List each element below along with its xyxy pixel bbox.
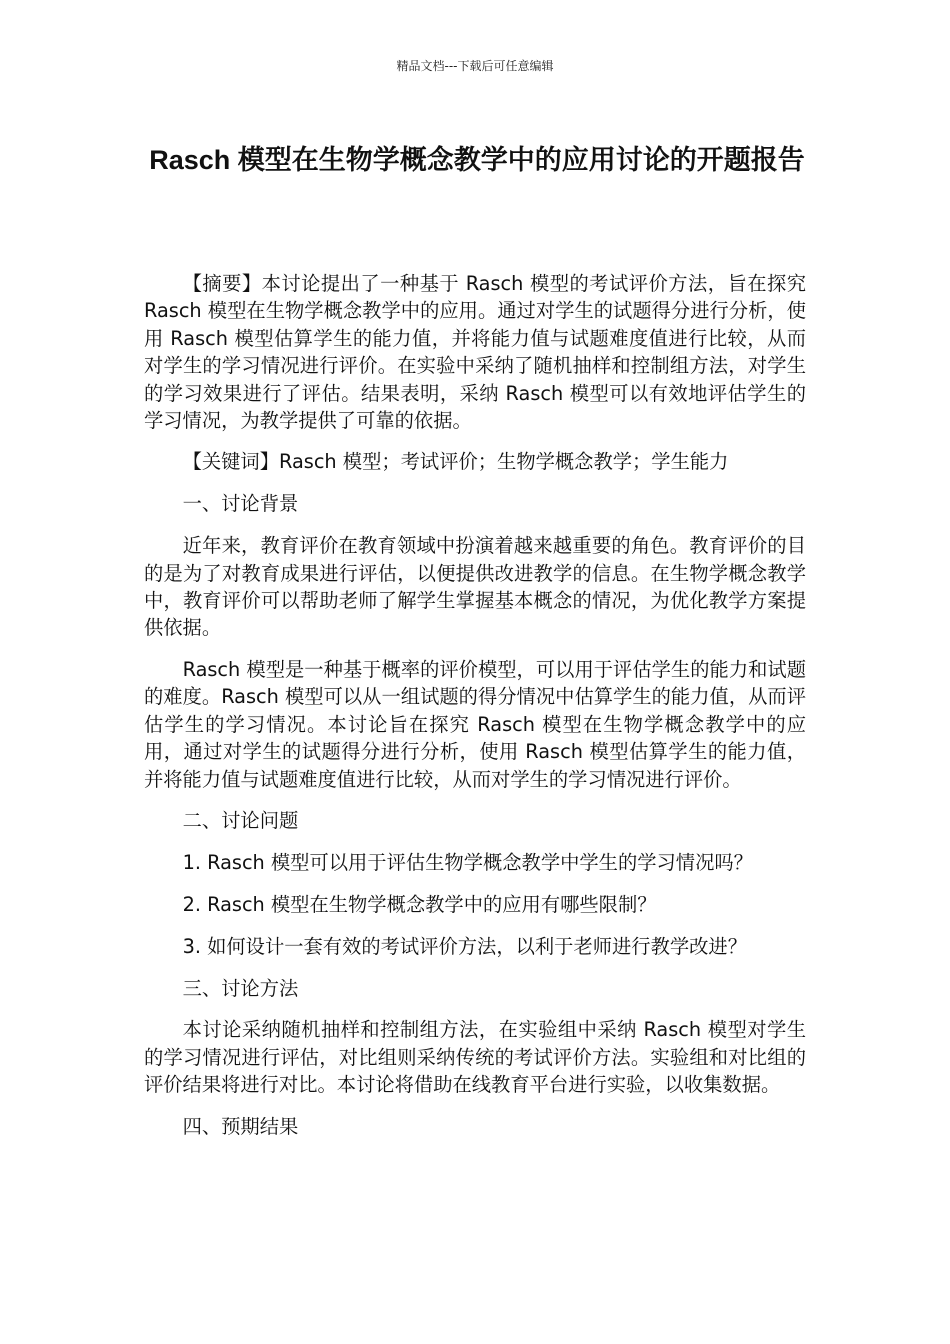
abstract-paragraph: 【摘要】本讨论提出了一种基于 Rasch 模型的考试评价方法，旨在探究 Rasch 模型在生物学概念教学中的应用。通过对学生的试题得分进行分析，使用 Rasch 模型估算学生的能力值，并将能力值与试题难度值进行比较，从而对学生的学习情况进行评价。在实验中采纳了随机抽样和控制组方法，对学生的学习效果进行了评估。结果表明，采纳 Rasch 模型可以有效地评估学生的学习情况，为教学提供了可靠的依据。 [144,272,806,433]
document-body [144,270,806,1155]
document-title: Rasch 模型在生物学概念教学中的应用讨论的开题报告 [149,145,805,175]
background-paragraph-1: 近年来，教育评价在教育领域中扮演着越来越重要的角色。教育评价的目的是为了对教育成果进行评估，以便提供改进教学的信息。在生物学概念教学中，教育评价可以帮助老师了解学生掌握基本概念的情况，为优化教学方案提供依据。 [144,534,806,640]
question-item-1: 1. Rasch 模型可以用于评估生物学概念教学中学生的学习情况吗？ [182,850,753,874]
keywords-paragraph: 【关键词】Rasch 模型；考试评价；生物学概念教学；学生能力 [182,450,729,474]
methods-paragraph: 本讨论采纳随机抽样和控制组方法，在实验组中采纳 Rasch 模型对学生的学习情况进行评估，对比组则采纳传统的考试评价方法。实验组和对比组的评价结果将进行对比。本讨论将借助在线教育平台进行实验，以收集数据。 [144,1018,806,1097]
section-heading-methods: 三、讨论方法 [182,976,299,1000]
page-header: 精品文档---下载后可任意编辑 [396,59,554,73]
background-paragraph-2: Rasch 模型是一种基于概率的评价模型，可以用于评估学生的能力和试题的难度。Rasch 模型可以从一组试题的得分情况中估算学生的能力值，从而评估学生的学习情况。本讨论旨在探究 Rasch 模型在生物学概念教学中的应用，通过对学生的试题得分进行分析，使用 Rasch 模型估算学生的能力值，并将能力值与试题难度值进行比较，从而对学生的学习情况进行评价。 [144,657,806,791]
question-item-2: 2. Rasch 模型在生物学概念教学中的应用有哪些限制？ [182,892,657,916]
question-item-3: 3. 如何设计一套有效的考试评价方法，以利于老师进行教学改进？ [182,934,747,958]
section-heading-background: 一、讨论背景 [182,492,299,516]
section-heading-expected-results: 四、预期结果 [182,1114,299,1138]
section-heading-questions: 二、讨论问题 [182,808,299,832]
